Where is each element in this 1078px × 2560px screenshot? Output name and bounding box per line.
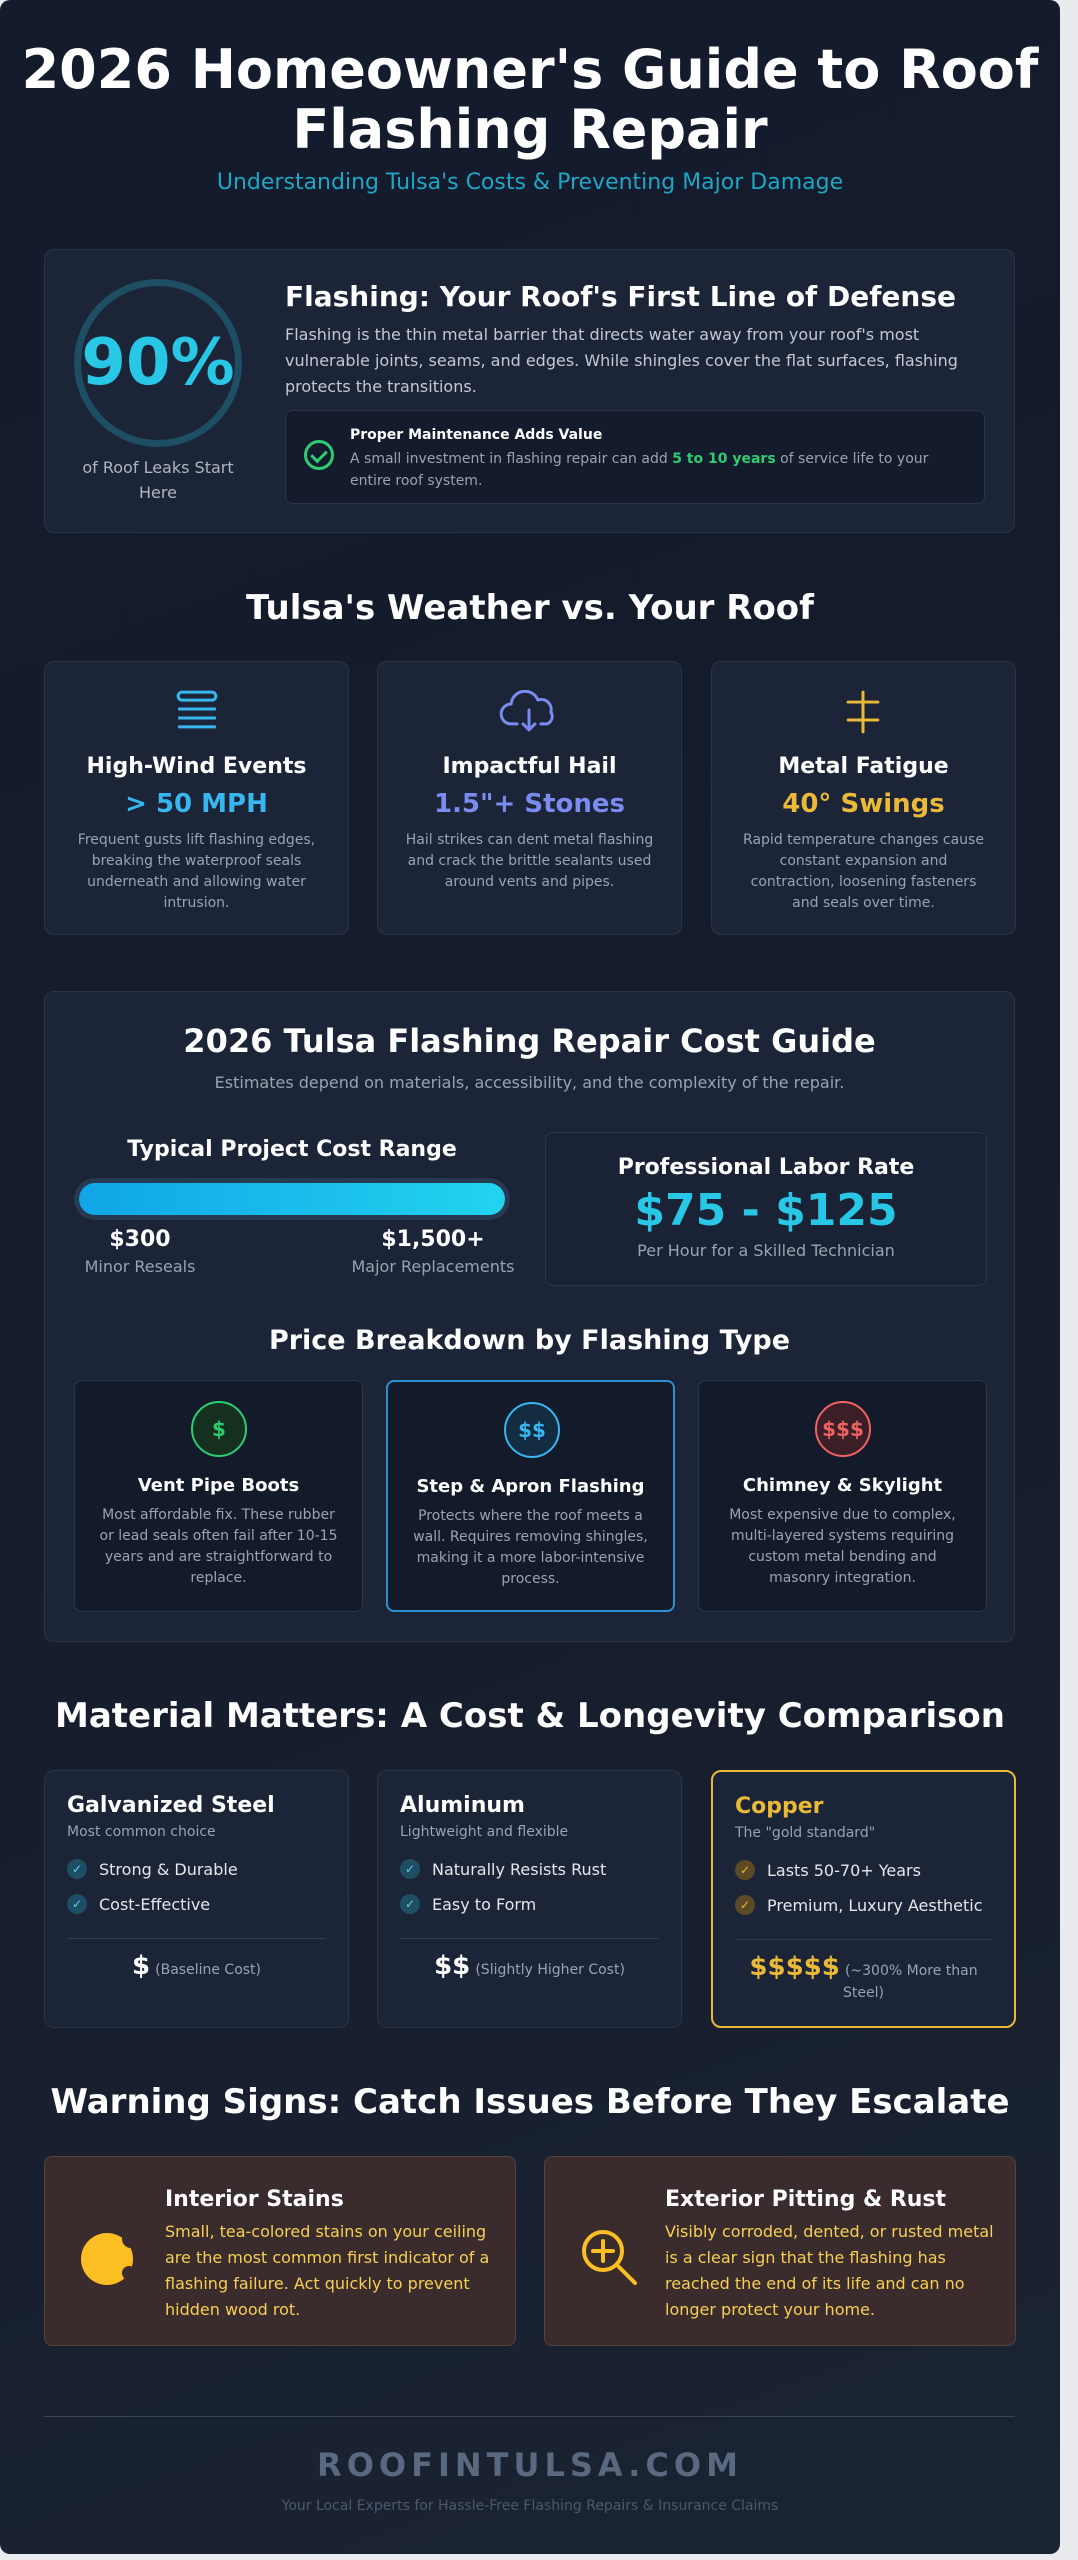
- material-cost: $$ (Slightly Higher Cost): [434, 1951, 625, 1981]
- cost-subtitle: Estimates depend on materials, accessibility, and the complexity of the repair.: [214, 1073, 845, 1092]
- breakdown-heading: Price Breakdown by Flashing Type: [268, 1325, 791, 1356]
- price-card-text: Most expensive due to complex, multi-layered systems requiring custom metal bending and masonry integration.: [729, 1507, 956, 1586]
- price-card-vent: [74, 1380, 363, 1612]
- weather-stat: 1.5"+ Stones: [433, 789, 626, 819]
- divider: [67, 1938, 326, 1939]
- footer-brand[interactable]: ROOFINTULSA.COM: [317, 2446, 743, 2484]
- wind-icon: [45, 690, 348, 734]
- material-subtitle: The "gold standard": [735, 1825, 876, 1841]
- tip-highlight: 5 to 10 years: [672, 451, 776, 467]
- materials-heading: Material Matters: A Cost & Longevity Comparison: [55, 1696, 1005, 1736]
- divider: [400, 1938, 659, 1939]
- hero-stat: 90%: [81, 326, 235, 400]
- hero-stat-label: of Roof Leaks Start Here: [82, 458, 234, 502]
- labor-subtitle: Per Hour for a Skilled Technician: [637, 1241, 895, 1260]
- check-circle-icon: [304, 440, 334, 470]
- material-subtitle: Most common choice: [67, 1824, 216, 1840]
- warnings-heading: Warning Signs: Catch Issues Before They Escalate: [50, 2082, 1010, 2122]
- material-cost: $ (Baseline Cost): [131, 1951, 262, 1981]
- page-subtitle: Understanding Tulsa's Costs & Preventing Major Damage: [216, 170, 844, 195]
- range-heading: Typical Project Cost Range: [127, 1137, 457, 1162]
- warning-card-stains: [44, 2156, 516, 2346]
- cost-range-fill: [79, 1183, 505, 1215]
- price-card-text: Protects where the roof meets a wall. Requires removing shingles, making it a more labor-intensive process.: [413, 1508, 648, 1587]
- check-icon: ✓: [400, 1894, 420, 1914]
- material-feature: ✓ Cost-Effective: [67, 1894, 210, 1914]
- cost-range-bar: [74, 1178, 510, 1220]
- material-card-aluminum: [377, 1770, 682, 2028]
- divider: [735, 1939, 992, 1940]
- material-feature: ✓ Easy to Form: [400, 1894, 536, 1914]
- material-feature: ✓ Premium, Luxury Aesthetic: [735, 1895, 983, 1915]
- weather-heading: Tulsa's Weather vs. Your Roof: [246, 588, 814, 628]
- weather-card-wind: [44, 661, 349, 935]
- dollar-badge-icon: $$: [504, 1402, 560, 1458]
- weather-card-hail: [377, 661, 682, 935]
- dollar-badge-icon: $$$: [815, 1401, 871, 1457]
- range-low: $300: [109, 1227, 171, 1252]
- range-high-label: Major Replacements: [351, 1257, 515, 1276]
- price-card-title: Step & Apron Flashing: [416, 1476, 645, 1497]
- magnifier-icon: [579, 2227, 639, 2287]
- dollar-badge-icon: $: [191, 1401, 247, 1457]
- weather-stat: > 50 MPH: [125, 789, 268, 819]
- price-card-title: Vent Pipe Boots: [137, 1475, 300, 1496]
- tip-title: Proper Maintenance Adds Value: [350, 427, 603, 443]
- cloud-hail-icon: [378, 690, 681, 734]
- cost-guide-card: [44, 991, 1015, 1642]
- price-card-title: Chimney & Skylight: [742, 1475, 943, 1496]
- material-feature: ✓ Strong & Durable: [67, 1859, 238, 1879]
- check-icon: ✓: [400, 1859, 420, 1879]
- hero-card: [44, 249, 1015, 533]
- weather-card-temperature: [711, 661, 1016, 935]
- range-low-label: Minor Reseals: [84, 1257, 196, 1276]
- material-subtitle: Lightweight and flexible: [400, 1824, 569, 1840]
- material-cost: $$$$$ (~300% More than Steel): [749, 1952, 978, 2001]
- weather-title: Impactful Hail: [442, 754, 617, 779]
- material-card-copper: [711, 1770, 1016, 2028]
- footer-divider: [44, 2416, 1015, 2417]
- hero-text: Flashing is the thin metal barrier that directs water away from your roof's most vulnerable joints, seams, and edges. While shingles cover the flat surfaces, flashing protects the transitions.: [285, 325, 958, 396]
- labor-rate: $75 - $125: [634, 1185, 898, 1236]
- weather-text: Frequent gusts lift flashing edges, breaking the waterproof seals underneath and allowing water intrusion.: [77, 832, 316, 911]
- water-stain-icon: [79, 2227, 139, 2287]
- material-title: Aluminum: [400, 1793, 525, 1818]
- price-card-step: [386, 1380, 675, 1612]
- range-high: $1,500+: [381, 1227, 485, 1252]
- temperature-icon: [712, 690, 1015, 734]
- tip-text: A small investment in flashing repair can add 5 to 10 years of service life to your entire roof system.: [350, 451, 929, 489]
- check-icon: ✓: [735, 1895, 755, 1915]
- warning-card-rust: [544, 2156, 1016, 2346]
- weather-text: Rapid temperature changes cause constant expansion and contraction, loosening fasteners and seals over time.: [743, 832, 984, 911]
- stat-ring: [74, 279, 242, 447]
- footer-tagline: Your Local Experts for Hassle-Free Flashing Repairs & Insurance Claims: [281, 2498, 779, 2514]
- check-icon: ✓: [735, 1860, 755, 1880]
- page-title: 2026 Homeowner's Guide to Roof Flashing Repair: [21, 38, 1039, 161]
- material-card-steel: [44, 1770, 349, 2028]
- material-title: Copper: [735, 1794, 824, 1819]
- price-card-chimney: [698, 1380, 987, 1612]
- price-card-text: Most affordable fix. These rubber or lead seals often fail after 10-15 years and are straightforward to replace.: [99, 1507, 338, 1586]
- check-icon: ✓: [67, 1859, 87, 1879]
- weather-text: Hail strikes can dent metal flashing and crack the brittle sealants used around vents and pipes.: [405, 832, 654, 890]
- weather-title: High-Wind Events: [86, 754, 307, 779]
- cost-title: 2026 Tulsa Flashing Repair Cost Guide: [183, 1022, 876, 1060]
- warning-text: Small, tea-colored stains on your ceiling are the most common first indicator of a flashing failure. Act quickly to prevent hidden wood rot.: [165, 2222, 490, 2319]
- weather-stat: 40° Swings: [782, 789, 945, 819]
- weather-title: Metal Fatigue: [778, 754, 949, 779]
- check-icon: ✓: [67, 1894, 87, 1914]
- warning-title: Interior Stains: [165, 2187, 344, 2212]
- material-feature: ✓ Lasts 50-70+ Years: [735, 1860, 921, 1880]
- labor-heading: Professional Labor Rate: [617, 1155, 915, 1180]
- material-title: Galvanized Steel: [67, 1793, 275, 1818]
- warning-text: Visibly corroded, dented, or rusted metal is a clear sign that the flashing has reached the end of its life and can no longer protect your home.: [665, 2222, 994, 2319]
- warning-title: Exterior Pitting & Rust: [665, 2187, 947, 2212]
- material-feature: ✓ Naturally Resists Rust: [400, 1859, 606, 1879]
- hero-title: Flashing: Your Roof's First Line of Defense: [285, 280, 956, 313]
- maintenance-tip: [285, 410, 985, 504]
- labor-rate-card: [545, 1132, 987, 1286]
